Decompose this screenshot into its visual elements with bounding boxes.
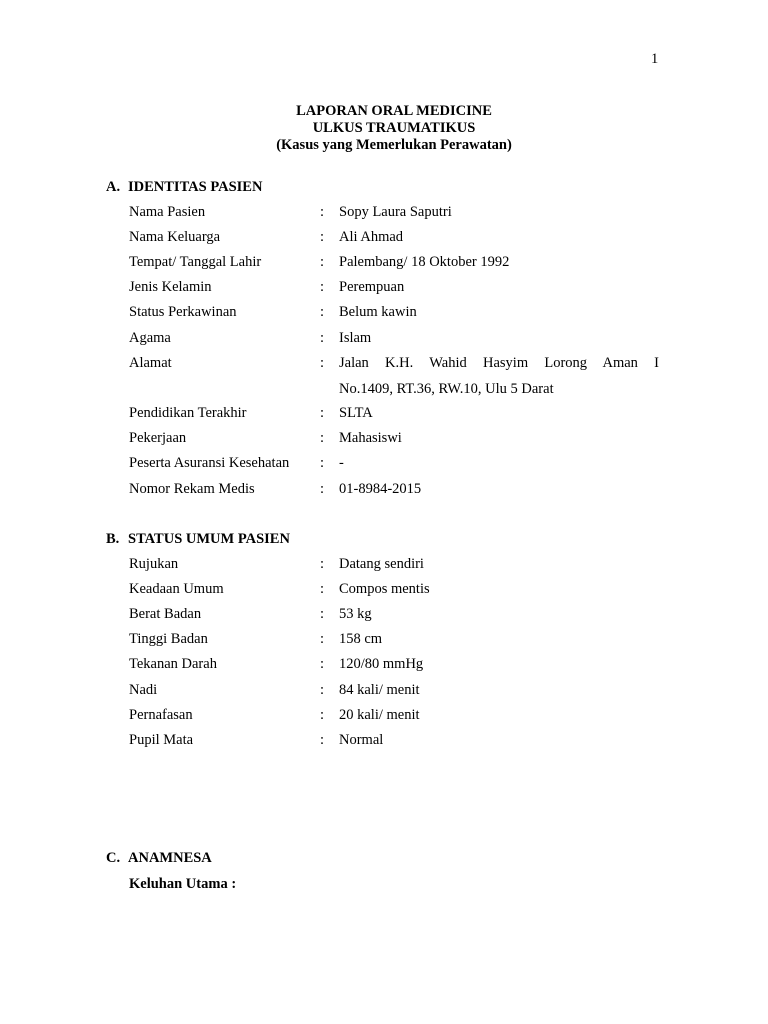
field-label: Pendidikan Terakhir xyxy=(129,405,247,421)
title-line-3: (Kasus yang Memerlukan Perawatan) xyxy=(276,137,512,153)
field-colon: : xyxy=(320,556,325,572)
field-value: Palembang/ 18 Oktober 1992 xyxy=(339,254,510,270)
field-row xyxy=(129,556,659,581)
section-a-heading xyxy=(106,179,262,196)
field-value: 53 kg xyxy=(339,606,372,622)
field-row xyxy=(129,606,659,631)
field-value: Islam xyxy=(339,330,372,346)
field-label: Berat Badan xyxy=(129,606,202,622)
field-row xyxy=(129,732,659,757)
field-colon: : xyxy=(320,606,325,622)
address-word: K.H. xyxy=(385,355,414,371)
field-colon: : xyxy=(320,707,325,723)
field-row xyxy=(129,254,659,279)
field-label: Keadaan Umum xyxy=(129,581,224,597)
address-word: Lorong xyxy=(544,355,588,371)
field-label: Nama Keluarga xyxy=(129,229,221,245)
field-label: Pernafasan xyxy=(129,707,193,723)
field-label: Agama xyxy=(129,330,171,346)
field-value: Sopy Laura Saputri xyxy=(339,204,452,220)
field-row xyxy=(129,581,659,606)
field-label: Jenis Kelamin xyxy=(129,279,212,295)
field-row xyxy=(129,204,659,229)
section-title: IDENTITAS PASIEN xyxy=(128,179,263,195)
field-label: Tekanan Darah xyxy=(129,656,217,672)
field-label: Nomor Rekam Medis xyxy=(129,481,255,497)
field-colon: : xyxy=(320,304,325,320)
field-row xyxy=(129,707,659,732)
field-label: Pekerjaan xyxy=(129,430,187,446)
section-c-heading xyxy=(106,850,212,867)
field-row xyxy=(129,481,659,506)
field-colon: : xyxy=(320,229,325,245)
field-colon: : xyxy=(320,279,325,295)
field-label: Peserta Asuransi Kesehatan xyxy=(129,455,290,471)
field-row xyxy=(129,682,659,707)
field-value: 20 kali/ menit xyxy=(339,707,420,723)
field-colon: : xyxy=(320,430,325,446)
field-row xyxy=(129,455,659,480)
field-row xyxy=(129,405,659,430)
document-title xyxy=(0,103,768,154)
field-label: Status Perkawinan xyxy=(129,304,237,320)
address-word: I xyxy=(654,355,660,371)
field-row xyxy=(129,304,659,329)
field-row xyxy=(129,330,659,355)
field-colon: : xyxy=(320,204,325,220)
address-word: Hasyim xyxy=(482,355,529,371)
field-value: Belum kawin xyxy=(339,304,417,320)
field-label: Nama Pasien xyxy=(129,204,206,220)
field-colon: : xyxy=(320,656,325,672)
field-colon: : xyxy=(320,481,325,497)
field-label: Tinggi Badan xyxy=(129,631,208,647)
address-line-2: No.1409, RT.36, RW.10, Ulu 5 Darat xyxy=(339,381,554,397)
field-colon: : xyxy=(320,355,325,371)
field-value: Ali Ahmad xyxy=(339,229,404,245)
address-value xyxy=(339,355,659,398)
field-colon: : xyxy=(320,682,325,698)
field-value: SLTA xyxy=(339,405,373,421)
field-colon: : xyxy=(320,631,325,647)
field-value: Datang sendiri xyxy=(339,556,424,572)
field-row xyxy=(129,279,659,304)
field-value: 84 kali/ menit xyxy=(339,682,420,698)
chief-complaint-heading: Keluhan Utama : xyxy=(129,876,237,892)
field-value: - xyxy=(339,455,344,471)
section-letter: C. xyxy=(106,850,121,866)
field-value: Perempuan xyxy=(339,279,405,295)
address-word: Wahid xyxy=(429,355,467,371)
field-label: Nadi xyxy=(129,682,158,698)
field-colon: : xyxy=(320,330,325,346)
section-b-heading xyxy=(106,531,290,548)
address-line-1 xyxy=(339,355,659,375)
field-value: 120/80 mmHg xyxy=(339,656,424,672)
section-title: STATUS UMUM PASIEN xyxy=(128,531,290,547)
address-word: Jalan xyxy=(339,355,369,371)
field-colon: : xyxy=(320,254,325,270)
field-value: Compos mentis xyxy=(339,581,430,597)
field-colon: : xyxy=(320,732,325,748)
field-value: 01-8984-2015 xyxy=(339,481,422,497)
field-label: Tempat/ Tanggal Lahir xyxy=(129,254,262,270)
field-label: Rujukan xyxy=(129,556,179,572)
title-line-2: ULKUS TRAUMATIKUS xyxy=(312,120,476,136)
field-row xyxy=(129,430,659,455)
field-colon: : xyxy=(320,455,325,471)
title-line-1: LAPORAN ORAL MEDICINE xyxy=(296,103,492,119)
field-row xyxy=(129,656,659,681)
section-letter: A. xyxy=(106,179,121,195)
field-value: Mahasiswi xyxy=(339,430,402,446)
field-label: Pupil Mata xyxy=(129,732,194,748)
field-row xyxy=(129,229,659,254)
field-label: Alamat xyxy=(129,355,172,371)
section-letter: B. xyxy=(106,531,120,547)
field-value: 158 cm xyxy=(339,631,383,647)
field-colon: : xyxy=(320,405,325,421)
address-word: Aman xyxy=(602,355,638,371)
field-colon: : xyxy=(320,581,325,597)
field-value: Normal xyxy=(339,732,384,748)
page-number: 1 xyxy=(651,51,659,67)
field-row xyxy=(129,631,659,656)
section-title: ANAMNESA xyxy=(128,850,212,866)
